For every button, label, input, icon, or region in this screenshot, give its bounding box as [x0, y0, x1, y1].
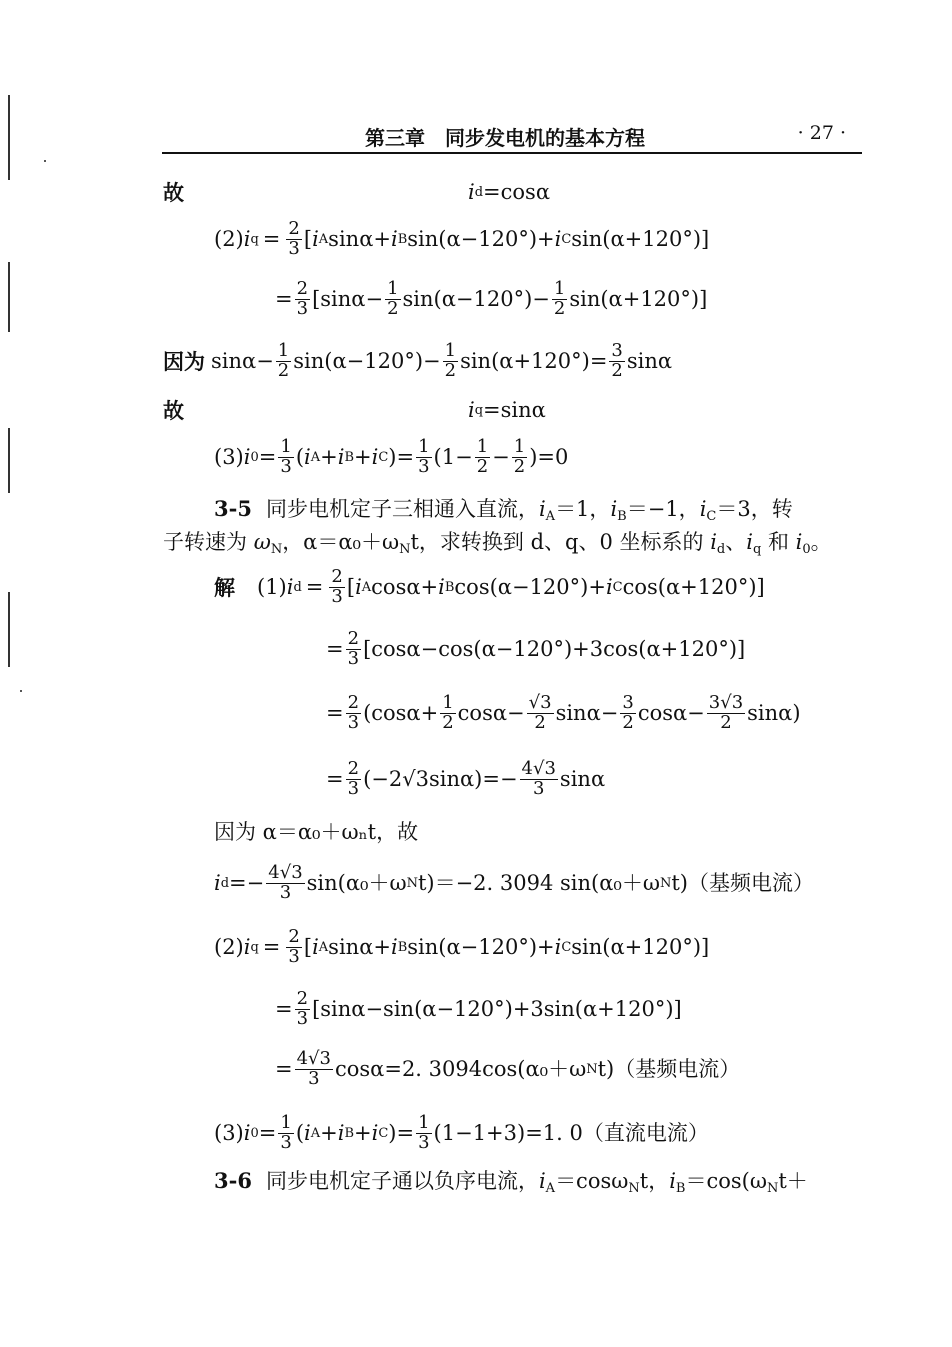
fraction: $\frac{2}{3}$	[288, 926, 300, 967]
equation-line: = $\frac{2}{3}$ (−2√3sinα)=− $\frac{4√3}{3}$ sinα	[326, 758, 606, 799]
problem-3-6-line1: 3-6 同步电机定子通以负序电流，$i_A=\cos\omega_Nt$，$i_B=\cos(\omega_Nt+$	[214, 1168, 808, 1196]
equation-line: (2) i q = $\frac{2}{3}$ [ i A sinα+ i B sin(α−120°)+ i C sin(α+120°)]	[214, 926, 710, 967]
fraction: $\frac{1}{3}$	[418, 436, 430, 477]
scan-speck	[20, 690, 22, 692]
equation-line: = $\frac{2}{3}$ [sinα− $\frac{1}{2}$ sin(α−120°)− $\frac{1}{2}$ sin(α+120°)]	[275, 278, 708, 319]
fraction: $\frac{3√3}{2}$	[708, 692, 744, 733]
fraction: $\frac{2}{3}$	[347, 628, 360, 669]
fraction: $\frac{1}{2}$	[476, 436, 489, 477]
fraction: $\frac{1}{2}$	[513, 436, 526, 477]
equation-line: (3) i 0 = $\frac{1}{3}$ ( i A + i B + i C )= $\frac{1}{3}$ (1−1+3)=1. 0（直流电流）	[214, 1112, 709, 1153]
fraction: $\frac{√3}{2}$	[528, 692, 552, 733]
fraction: $\frac{3}{2}$	[611, 340, 623, 381]
equation-line: 因为 α＝α₀＋ωₙt，故	[214, 820, 419, 844]
equation-line: 故	[163, 180, 184, 205]
scan-edge-mark	[8, 592, 10, 667]
equation-line: i d =cosα	[468, 180, 551, 204]
fraction: $\frac{2}{3}$	[288, 218, 300, 259]
equation-line: = $\frac{4√3}{3}$ cosα=2. 3094cos(α₀＋ω N t)（基频电流）	[275, 1048, 741, 1089]
scan-edge-mark	[8, 262, 10, 332]
equation-line: = $\frac{2}{3}$ [sinα−sin(α−120°)+3sin(α+120°)]	[275, 988, 682, 1029]
scan-speck	[44, 160, 46, 162]
fraction: $\frac{1}{3}$	[418, 1112, 430, 1153]
problem-3-5-line2: 子转速为 $\omega_N$，$\alpha=\alpha_0+\omega_Nt$，求转换到 d、q、0 坐标系的 $i_d$、$i_q$ 和 $i_0$。	[163, 530, 832, 557]
equation-line: 因为 sinα− $\frac{1}{2}$ sin(α−120°)− $\frac{1}{2}$ sin(α+120°)= $\frac{3}{2}$ sinα	[163, 340, 673, 381]
fraction: $\frac{1}{2}$	[277, 340, 290, 381]
fraction: $\frac{1}{3}$	[280, 1112, 292, 1153]
equation-line: = $\frac{2}{3}$ (cosα+ $\frac{1}{2}$ cosα− $\frac{√3}{2}$ sinα− $\frac{3}{2}$ cosα− $\frac{3√3}{2}$ sinα)	[326, 692, 801, 733]
equation-line: (2) i q = $\frac{2}{3}$ [ i A sinα+ i B sin(α−120°)+ i C sin(α+120°)]	[214, 218, 710, 259]
fraction: $\frac{2}{3}$	[296, 988, 309, 1029]
fraction: $\frac{1}{2}$	[444, 340, 457, 381]
equation-line: = $\frac{2}{3}$ [cosα−cos(α−120°)+3cos(α+120°)]	[326, 628, 746, 669]
fraction: $\frac{2}{3}$	[296, 278, 309, 319]
fraction: $\frac{1}{3}$	[280, 436, 292, 477]
fraction: $\frac{4√3}{3}$	[296, 1048, 331, 1089]
fraction: $\frac{4√3}{3}$	[521, 758, 556, 799]
scan-edge-mark	[8, 428, 10, 493]
equation-line: 解 (1) i d = $\frac{2}{3}$ [ i A cosα+ i B cos(α−120°)+ i C cos(α+120°)]	[214, 566, 765, 607]
fraction: $\frac{2}{3}$	[347, 758, 360, 799]
fraction: $\frac{1}{2}$	[553, 278, 566, 319]
scan-edge-mark	[8, 95, 10, 180]
equation-line: (3) i 0 = $\frac{1}{3}$ ( i A + i B + i C )= $\frac{1}{3}$ (1− $\frac{1}{2}$ − $\frac{1}{2}$ )=0	[214, 436, 569, 477]
chapter-title: 第三章 同步发电机的基本方程	[365, 126, 645, 150]
fraction: $\frac{4√3}{3}$	[268, 862, 303, 903]
running-header	[162, 116, 862, 154]
fraction: $\frac{2}{3}$	[331, 566, 343, 607]
equation-line: i q =sinα	[468, 398, 546, 422]
fraction: $\frac{3}{2}$	[622, 692, 634, 733]
fraction: $\frac{2}{3}$	[347, 692, 360, 733]
problem-3-5-line1: 3-5 同步电机定子三相通入直流，$i_A=1$，$i_B=-1$，$i_C=3$，转	[214, 496, 793, 524]
equation-line: 故	[163, 398, 184, 423]
fraction: $\frac{1}{2}$	[442, 692, 454, 733]
fraction: $\frac{1}{2}$	[387, 278, 399, 319]
page-number: · 27 ·	[797, 122, 846, 144]
equation-line: i d = − $\frac{4√3}{3}$ sin(α₀＋ω N t)＝−2. 3094 sin(α₀＋ω N t)（基频电流）	[214, 862, 814, 903]
